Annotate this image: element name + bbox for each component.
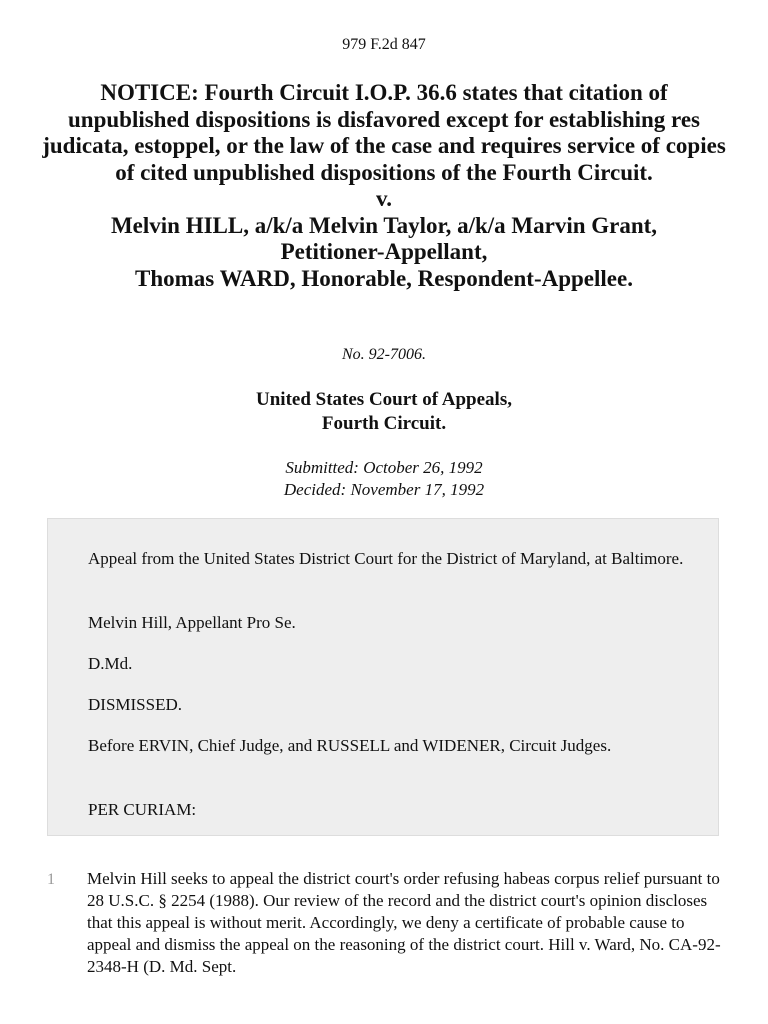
counsel-text: Melvin Hill, Appellant Pro Se.: [88, 613, 296, 632]
appellant-name: Melvin HILL, a/k/a Melvin Taylor, a/k/a Marvin Grant,: [110, 212, 658, 238]
case-citation: 979 F.2d 847: [342, 36, 426, 53]
per-curiam-text: PER CURIAM:: [88, 800, 197, 819]
appeal-from-text: Appeal from the United States District Court for the District of Maryland, at Baltimore.: [88, 549, 684, 568]
court-name: [0, 388, 768, 436]
case-summary-box: [47, 518, 719, 836]
case-title: [40, 80, 728, 292]
district-text: D.Md.: [88, 654, 133, 673]
submitted-date: Submitted: October 26, 1992: [285, 458, 483, 477]
versus-text: v.: [376, 186, 392, 211]
notice-text: NOTICE: Fourth Circuit I.O.P. 36.6 states that citation of unpublished dispositions is disfavored except for establishing res judicata, estoppel, or the law of the case and requires service of copies of cited unpublished dispositions of the Fourth Circuit.: [42, 80, 726, 185]
appellant-role: Petitioner-Appellant,: [280, 239, 488, 264]
appellee-name: Thomas WARD, Honorable, Respondent-Appellee.: [135, 265, 633, 291]
court-name-line1: United States Court of Appeals,: [256, 389, 512, 410]
court-name-line2: Fourth Circuit.: [321, 413, 447, 434]
decided-date: Decided: November 17, 1992: [283, 480, 485, 499]
paragraph-number: 1: [47, 871, 55, 888]
case-dates: [0, 457, 768, 501]
opinion-paragraph: Melvin Hill seeks to appeal the district court's order refusing habeas corpus relief pursuant to 28 U.S.C. § 2254 (1988). Our review of the record and the district court's opinion discloses that this appeal is without merit. Accordingly, we deny a certificate of probable cause to appeal and dismiss the appeal on the reasoning of the district court. Hill v. Ward, No. CA-92-2348-H (D. Md. Sept.: [87, 869, 721, 976]
docket-number: No. 92-7006.: [342, 346, 426, 363]
disposition-text: DISMISSED.: [88, 695, 182, 714]
panel-text: Before ERVIN, Chief Judge, and RUSSELL and WIDENER, Circuit Judges.: [88, 736, 612, 755]
